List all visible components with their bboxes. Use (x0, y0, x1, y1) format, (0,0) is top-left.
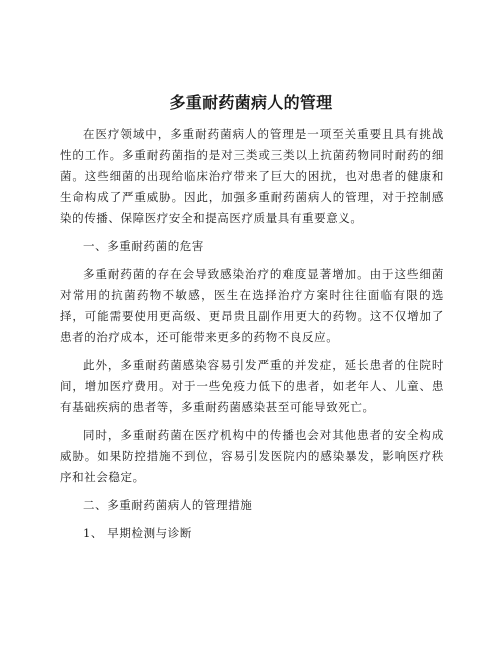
subsection-heading-detection: 1、 早期检测与诊断 (83, 526, 192, 540)
harm-paragraph-1: 多重耐药菌的存在会导致感染治疗的难度显著增加。由于这些细菌对常用的抗菌药物不敏感，医生在选择治疗方案时往往面临有限的选择，可能需要使用更高级、更昂贵且副作用更大的药物。这不仅增加了患者的治疗成本，还可能带来更多的药物不良反应。 (60, 267, 444, 344)
harm-paragraph-2: 此外，多重耐药菌感染容易引发严重的并发症，延长患者的住院时间，增加医疗费用。对于一些免疫力低下的患者，如老年人、儿童、患有基础疾病的患者等，多重耐药菌感染甚至可能导致死亡。 (60, 358, 444, 414)
section-heading-harm: 一、多重耐药菌的危害 (83, 239, 204, 253)
document-body (60, 124, 444, 544)
document-title: 多重耐药菌病人的管理 (169, 93, 333, 112)
intro-paragraph: 在医疗领域中，多重耐药菌病人的管理是一项至关重要且具有挑战性的工作。多重耐药菌指的是对三类或三类以上抗菌药物同时耐药的细菌。这些细菌的出现给临床治疗带来了巨大的困扰，也对患者的健康和生命构成了严重威胁。因此，加强多重耐药菌病人的管理，对于控制感染的传播、保障医疗安全和提高医疗质量具有重要意义。 (60, 127, 444, 225)
section-heading-measures: 二、多重耐药菌病人的管理措施 (83, 498, 253, 512)
harm-paragraph-3: 同时，多重耐药菌在医疗机构中的传播也会对其他患者的安全构成威胁。如果防控措施不到位，容易引发医院内的感染暴发，影响医疗秩序和社会稳定。 (60, 428, 444, 484)
